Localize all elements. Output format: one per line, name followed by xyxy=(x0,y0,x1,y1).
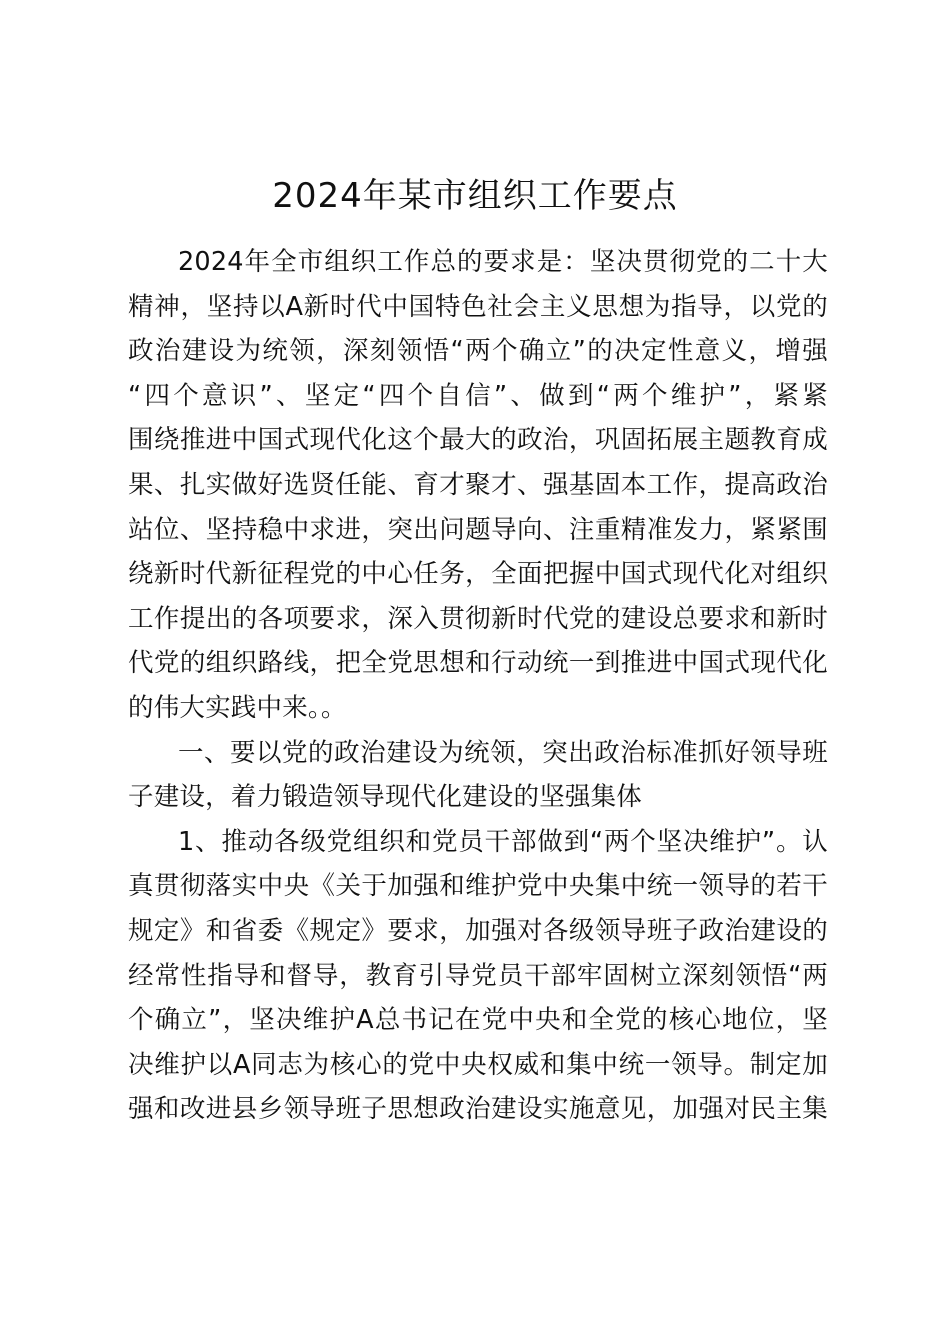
paragraph-line: 的伟大实践中来。。 xyxy=(128,692,347,723)
paragraph-line: 真贯彻落实中央《关于加强和维护党中央集中统一领导的若干 xyxy=(128,871,828,902)
paragraph-line: 果、扎实做好选贤任能、育才聚才、强基固本工作，提高政治 xyxy=(128,469,828,500)
paragraph-line: 工作提出的各项要求，深入贯彻新时代党的建设总要求和新时 xyxy=(128,603,828,634)
paragraph-line: “四个意识”、坚定“四个自信”、做到“两个维护”，紧紧 xyxy=(128,380,828,411)
paragraph-line: 1、推动各级党组织和党员干部做到“两个坚决维护”。认 xyxy=(178,826,828,857)
paragraph-line: 精神，坚持以A新时代中国特色社会主义思想为指导，以党的 xyxy=(128,291,828,322)
document-title: 2024年某市组织工作要点 xyxy=(272,176,678,216)
paragraph-line: 绕新时代新征程党的中心任务，全面把握中国式现代化对组织 xyxy=(128,559,828,590)
paragraph-line: 规定》和省委《规定》要求，加强对各级领导班子政治建设的 xyxy=(128,915,828,946)
paragraph-line: 政治建设为统领，深刻领悟“两个确立”的决定性意义，增强 xyxy=(128,336,828,367)
paragraph-line: 代党的组织路线，把全党思想和行动统一到推进中国式现代化 xyxy=(128,648,828,679)
paragraph-line: 2024年全市组织工作总的要求是：坚决贯彻党的二十大 xyxy=(178,247,828,277)
section-heading-line: 一、要以党的政治建设为统领，突出政治标准抓好领导班 xyxy=(178,737,828,768)
document-body xyxy=(128,240,828,1132)
section-heading-line: 子建设，着力锻造领导现代化建设的坚强集体 xyxy=(128,782,643,813)
paragraph-line: 决维护以A同志为核心的党中央权威和集中统一领导。制定加 xyxy=(128,1049,828,1080)
paragraph-line: 围绕推进中国式现代化这个最大的政治，巩固拓展主题教育成 xyxy=(128,425,828,456)
paragraph-line: 强和改进县乡领导班子思想政治建设实施意见，加强对民主集 xyxy=(128,1094,828,1125)
paragraph-line: 经常性指导和督导，教育引导党员干部牢固树立深刻领悟“两 xyxy=(128,960,828,991)
paragraph-line: 站位、坚持稳中求进，突出问题导向、注重精准发力，紧紧围 xyxy=(128,514,828,545)
paragraph-line: 个确立”，坚决维护A总书记在党中央和全党的核心地位，坚 xyxy=(128,1005,828,1036)
